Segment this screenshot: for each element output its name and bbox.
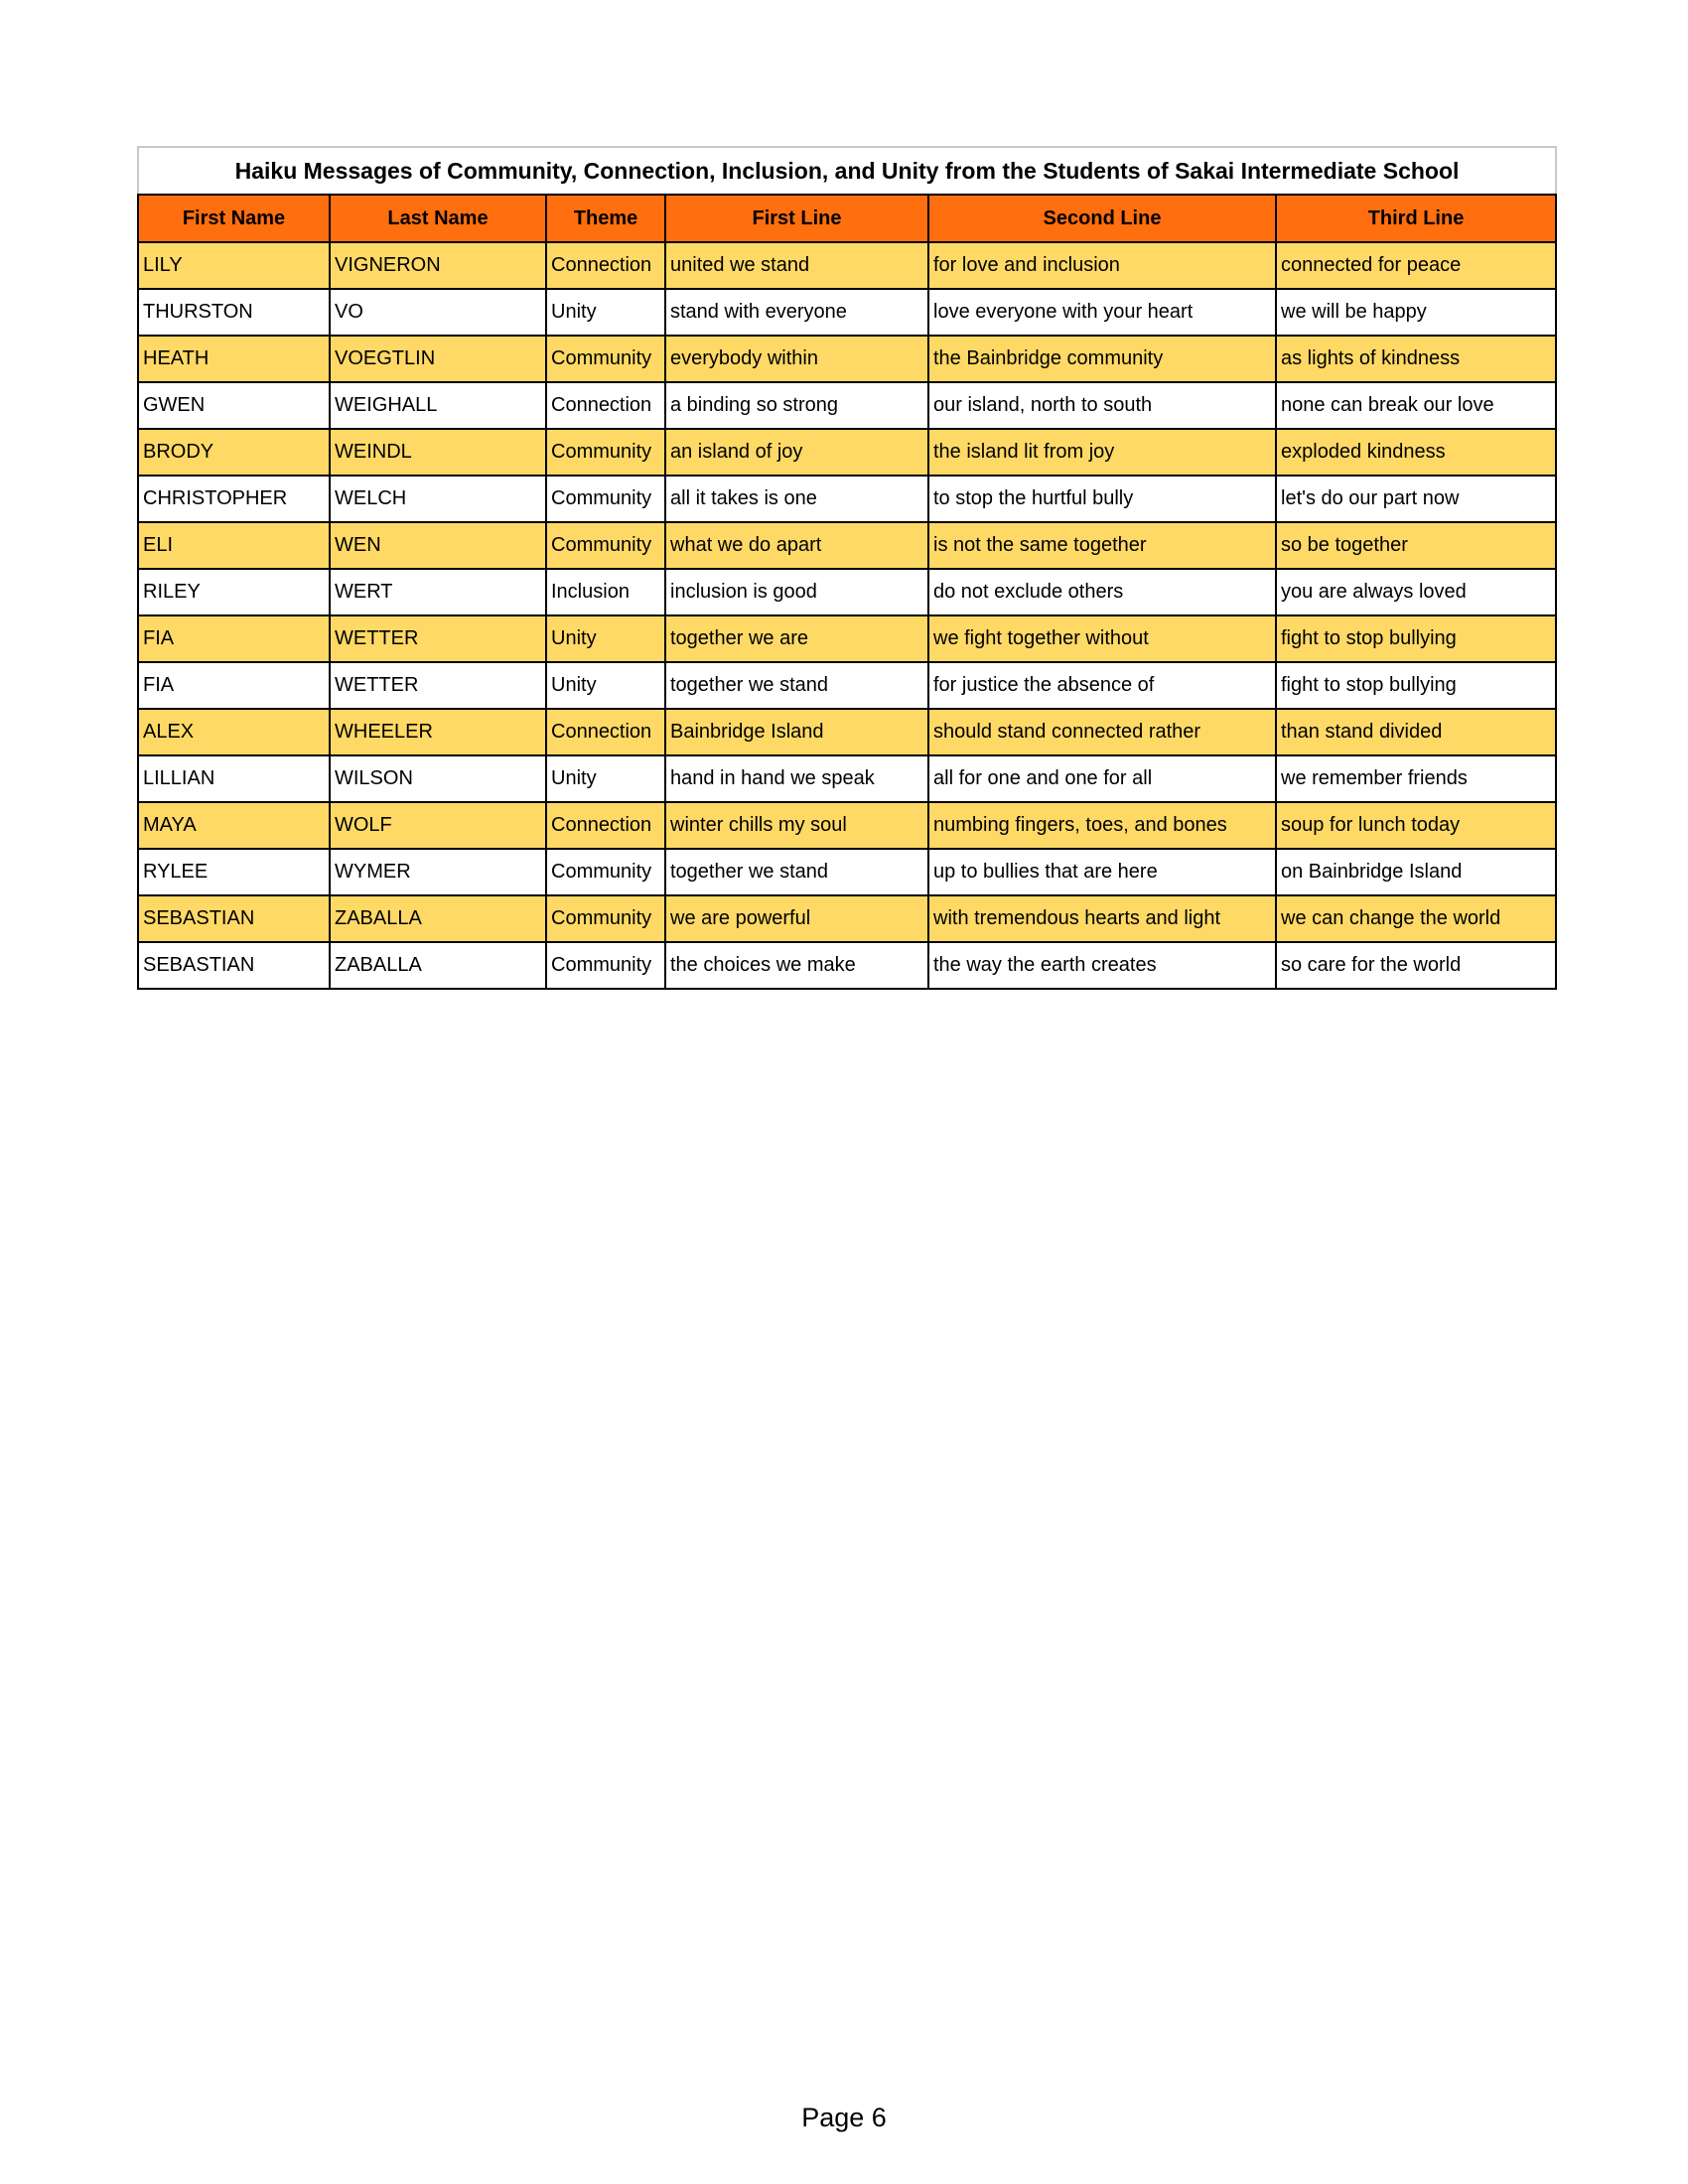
first-name-cell: LILY: [138, 242, 330, 289]
first-line-cell: stand with everyone: [665, 289, 928, 336]
first-name-cell: FIA: [138, 662, 330, 709]
table-row: [138, 942, 1556, 989]
table-row: [138, 476, 1556, 522]
first-line-cell: the choices we make: [665, 942, 928, 989]
theme-cell: Unity: [546, 615, 665, 662]
table-body: [138, 242, 1556, 989]
first-line-cell: together we stand: [665, 849, 928, 895]
theme-cell: Community: [546, 336, 665, 382]
first-line-cell: all it takes is one: [665, 476, 928, 522]
haiku-table: [137, 146, 1557, 990]
table-row: [138, 802, 1556, 849]
table-row: [138, 522, 1556, 569]
first-name-cell: HEATH: [138, 336, 330, 382]
header-third-line: Third Line: [1276, 195, 1556, 242]
second-line-cell: our island, north to south: [928, 382, 1276, 429]
theme-cell: Community: [546, 895, 665, 942]
first-line-cell: a binding so strong: [665, 382, 928, 429]
theme-cell: Inclusion: [546, 569, 665, 615]
first-line-cell: inclusion is good: [665, 569, 928, 615]
last-name-cell: WELCH: [330, 476, 546, 522]
first-name-cell: MAYA: [138, 802, 330, 849]
first-name-cell: RILEY: [138, 569, 330, 615]
first-name-cell: BRODY: [138, 429, 330, 476]
second-line-cell: the Bainbridge community: [928, 336, 1276, 382]
table-row: [138, 382, 1556, 429]
third-line-cell: than stand divided: [1276, 709, 1556, 755]
second-line-cell: we fight together without: [928, 615, 1276, 662]
table-title: Haiku Messages of Community, Connection, Inclusion, and Unity from the Students of Sakai Intermediate School: [138, 147, 1556, 195]
theme-cell: Community: [546, 476, 665, 522]
table-row: [138, 289, 1556, 336]
header-last-name: Last Name: [330, 195, 546, 242]
theme-cell: Connection: [546, 802, 665, 849]
table-row: [138, 336, 1556, 382]
first-line-cell: everybody within: [665, 336, 928, 382]
theme-cell: Unity: [546, 755, 665, 802]
second-line-cell: to stop the hurtful bully: [928, 476, 1276, 522]
first-line-cell: what we do apart: [665, 522, 928, 569]
first-name-cell: SEBASTIAN: [138, 895, 330, 942]
last-name-cell: VO: [330, 289, 546, 336]
table-title-row: [138, 147, 1556, 195]
page-number: Page 6: [801, 2103, 887, 2132]
third-line-cell: you are always loved: [1276, 569, 1556, 615]
theme-cell: Unity: [546, 662, 665, 709]
table-row: [138, 662, 1556, 709]
third-line-cell: none can break our love: [1276, 382, 1556, 429]
table-row: [138, 709, 1556, 755]
third-line-cell: exploded kindness: [1276, 429, 1556, 476]
last-name-cell: WEIGHALL: [330, 382, 546, 429]
first-name-cell: RYLEE: [138, 849, 330, 895]
theme-cell: Community: [546, 522, 665, 569]
second-line-cell: up to bullies that are here: [928, 849, 1276, 895]
first-line-cell: together we stand: [665, 662, 928, 709]
theme-cell: Connection: [546, 382, 665, 429]
last-name-cell: WYMER: [330, 849, 546, 895]
header-first-name: First Name: [138, 195, 330, 242]
theme-cell: Connection: [546, 709, 665, 755]
last-name-cell: WEN: [330, 522, 546, 569]
second-line-cell: the way the earth creates: [928, 942, 1276, 989]
last-name-cell: VIGNERON: [330, 242, 546, 289]
theme-cell: Unity: [546, 289, 665, 336]
table-row: [138, 242, 1556, 289]
last-name-cell: WETTER: [330, 615, 546, 662]
theme-cell: Community: [546, 429, 665, 476]
third-line-cell: on Bainbridge Island: [1276, 849, 1556, 895]
third-line-cell: soup for lunch today: [1276, 802, 1556, 849]
second-line-cell: do not exclude others: [928, 569, 1276, 615]
third-line-cell: so be together: [1276, 522, 1556, 569]
third-line-cell: so care for the world: [1276, 942, 1556, 989]
theme-cell: Connection: [546, 242, 665, 289]
first-name-cell: SEBASTIAN: [138, 942, 330, 989]
third-line-cell: let's do our part now: [1276, 476, 1556, 522]
first-name-cell: LILLIAN: [138, 755, 330, 802]
third-line-cell: fight to stop bullying: [1276, 615, 1556, 662]
second-line-cell: the island lit from joy: [928, 429, 1276, 476]
first-name-cell: ALEX: [138, 709, 330, 755]
second-line-cell: for love and inclusion: [928, 242, 1276, 289]
table-row: [138, 755, 1556, 802]
table-row: [138, 429, 1556, 476]
header-first-line: First Line: [665, 195, 928, 242]
theme-cell: Community: [546, 942, 665, 989]
last-name-cell: WETTER: [330, 662, 546, 709]
last-name-cell: WHEELER: [330, 709, 546, 755]
second-line-cell: all for one and one for all: [928, 755, 1276, 802]
table-row: [138, 615, 1556, 662]
first-name-cell: FIA: [138, 615, 330, 662]
theme-cell: Community: [546, 849, 665, 895]
third-line-cell: fight to stop bullying: [1276, 662, 1556, 709]
third-line-cell: connected for peace: [1276, 242, 1556, 289]
first-line-cell: hand in hand we speak: [665, 755, 928, 802]
second-line-cell: should stand connected rather: [928, 709, 1276, 755]
first-line-cell: an island of joy: [665, 429, 928, 476]
first-name-cell: GWEN: [138, 382, 330, 429]
last-name-cell: ZABALLA: [330, 895, 546, 942]
table-row: [138, 895, 1556, 942]
table-row: [138, 569, 1556, 615]
header-second-line: Second Line: [928, 195, 1276, 242]
table-row: [138, 849, 1556, 895]
first-name-cell: THURSTON: [138, 289, 330, 336]
haiku-table-container: [137, 146, 1555, 990]
first-line-cell: Bainbridge Island: [665, 709, 928, 755]
third-line-cell: we remember friends: [1276, 755, 1556, 802]
second-line-cell: numbing fingers, toes, and bones: [928, 802, 1276, 849]
second-line-cell: love everyone with your heart: [928, 289, 1276, 336]
second-line-cell: is not the same together: [928, 522, 1276, 569]
third-line-cell: we will be happy: [1276, 289, 1556, 336]
first-name-cell: ELI: [138, 522, 330, 569]
last-name-cell: VOEGTLIN: [330, 336, 546, 382]
third-line-cell: as lights of kindness: [1276, 336, 1556, 382]
last-name-cell: WEINDL: [330, 429, 546, 476]
table-header-row: [138, 195, 1556, 242]
last-name-cell: WERT: [330, 569, 546, 615]
last-name-cell: WILSON: [330, 755, 546, 802]
second-line-cell: with tremendous hearts and light: [928, 895, 1276, 942]
third-line-cell: we can change the world: [1276, 895, 1556, 942]
first-line-cell: winter chills my soul: [665, 802, 928, 849]
header-theme: Theme: [546, 195, 665, 242]
last-name-cell: ZABALLA: [330, 942, 546, 989]
first-line-cell: we are powerful: [665, 895, 928, 942]
first-name-cell: CHRISTOPHER: [138, 476, 330, 522]
first-line-cell: together we are: [665, 615, 928, 662]
first-line-cell: united we stand: [665, 242, 928, 289]
second-line-cell: for justice the absence of: [928, 662, 1276, 709]
last-name-cell: WOLF: [330, 802, 546, 849]
